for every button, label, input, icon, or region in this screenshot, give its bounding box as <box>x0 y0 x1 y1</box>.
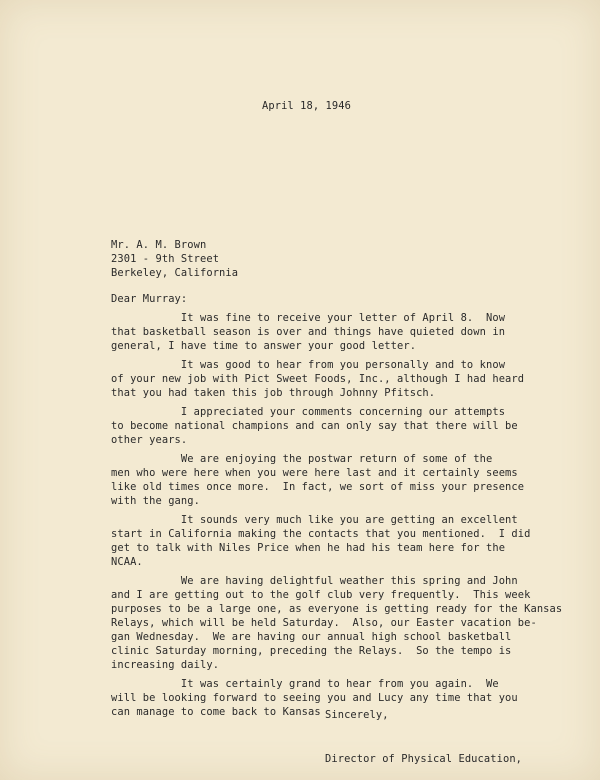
paragraph-6-line-7: increasing daily. <box>111 659 220 671</box>
paragraph-1-line-3: general, I have time to answer your good letter. <box>111 340 417 352</box>
signature-title: Director of Physical Education, <box>325 753 523 765</box>
paragraph-7-line-2: will be looking forward to seeing you and Lucy any time that you <box>111 692 518 704</box>
paragraph-4-line-4: with the gang. <box>111 495 200 507</box>
paragraph-6-line-5: gan Wednesday. We are having our annual high school basketball <box>111 631 512 643</box>
paragraph-5-line-3: get to talk with Niles Price when he had his team here for the <box>111 542 506 554</box>
paragraph-7-line-1: It was certainly grand to hear from you again. We <box>111 678 499 690</box>
paragraph-4-line-3: like old times once more. In fact, we sort of miss your presence <box>111 481 525 493</box>
salutation: Dear Murray: <box>111 293 188 305</box>
address-line-3: Berkeley, California <box>111 267 239 279</box>
address-line-1: Mr. A. M. Brown <box>111 239 207 251</box>
paragraph-2-line-1: It was good to hear from you personally and to know <box>111 359 506 371</box>
paragraph-7-line-3: can manage to come back to Kansas <box>111 706 321 718</box>
paragraph-4-line-2: men who were here when you were here last and it certainly seems <box>111 467 518 479</box>
paragraph-2-line-3: that you had taken this job through Johnny Pfitsch. <box>111 387 436 399</box>
paragraph-6-line-1: We are having delightful weather this spring and John <box>111 575 518 587</box>
address-line-2: 2301 - 9th Street <box>111 253 220 265</box>
letter-date: April 18, 1946 <box>262 100 351 112</box>
paragraph-5-line-2: start in California making the contacts that you mentioned. I did <box>111 528 531 540</box>
paragraph-2-line-2: of your new job with Pict Sweet Foods, Inc., although I had heard <box>111 373 525 385</box>
paragraph-4-line-1: We are enjoying the postwar return of some of the <box>111 453 493 465</box>
paragraph-1-line-2: that basketball season is over and things have quieted down in <box>111 326 506 338</box>
paragraph-3-line-3: other years. <box>111 434 188 446</box>
paragraph-5-line-4: NCAA. <box>111 556 143 568</box>
paragraph-5-line-1: It sounds very much like you are getting an excellent <box>111 514 518 526</box>
paragraph-6-line-6: clinic Saturday morning, preceding the Relays. So the tempo is <box>111 645 512 657</box>
paragraph-1-line-1: It was fine to receive your letter of April 8. Now <box>111 312 506 324</box>
paragraph-3-line-2: to become national champions and can only say that there will be <box>111 420 518 432</box>
closing: Sincerely, <box>325 709 389 721</box>
paragraph-3-line-1: I appreciated your comments concerning our attempts <box>111 406 506 418</box>
paragraph-6-line-4: Relays, which will be held Saturday. Also, our Easter vacation be- <box>111 617 537 629</box>
paragraph-6-line-2: and I are getting out to the golf club very frequently. This week <box>111 589 531 601</box>
paragraph-6-line-3: purposes to be a large one, as everyone is getting ready for the Kansas <box>111 603 563 615</box>
